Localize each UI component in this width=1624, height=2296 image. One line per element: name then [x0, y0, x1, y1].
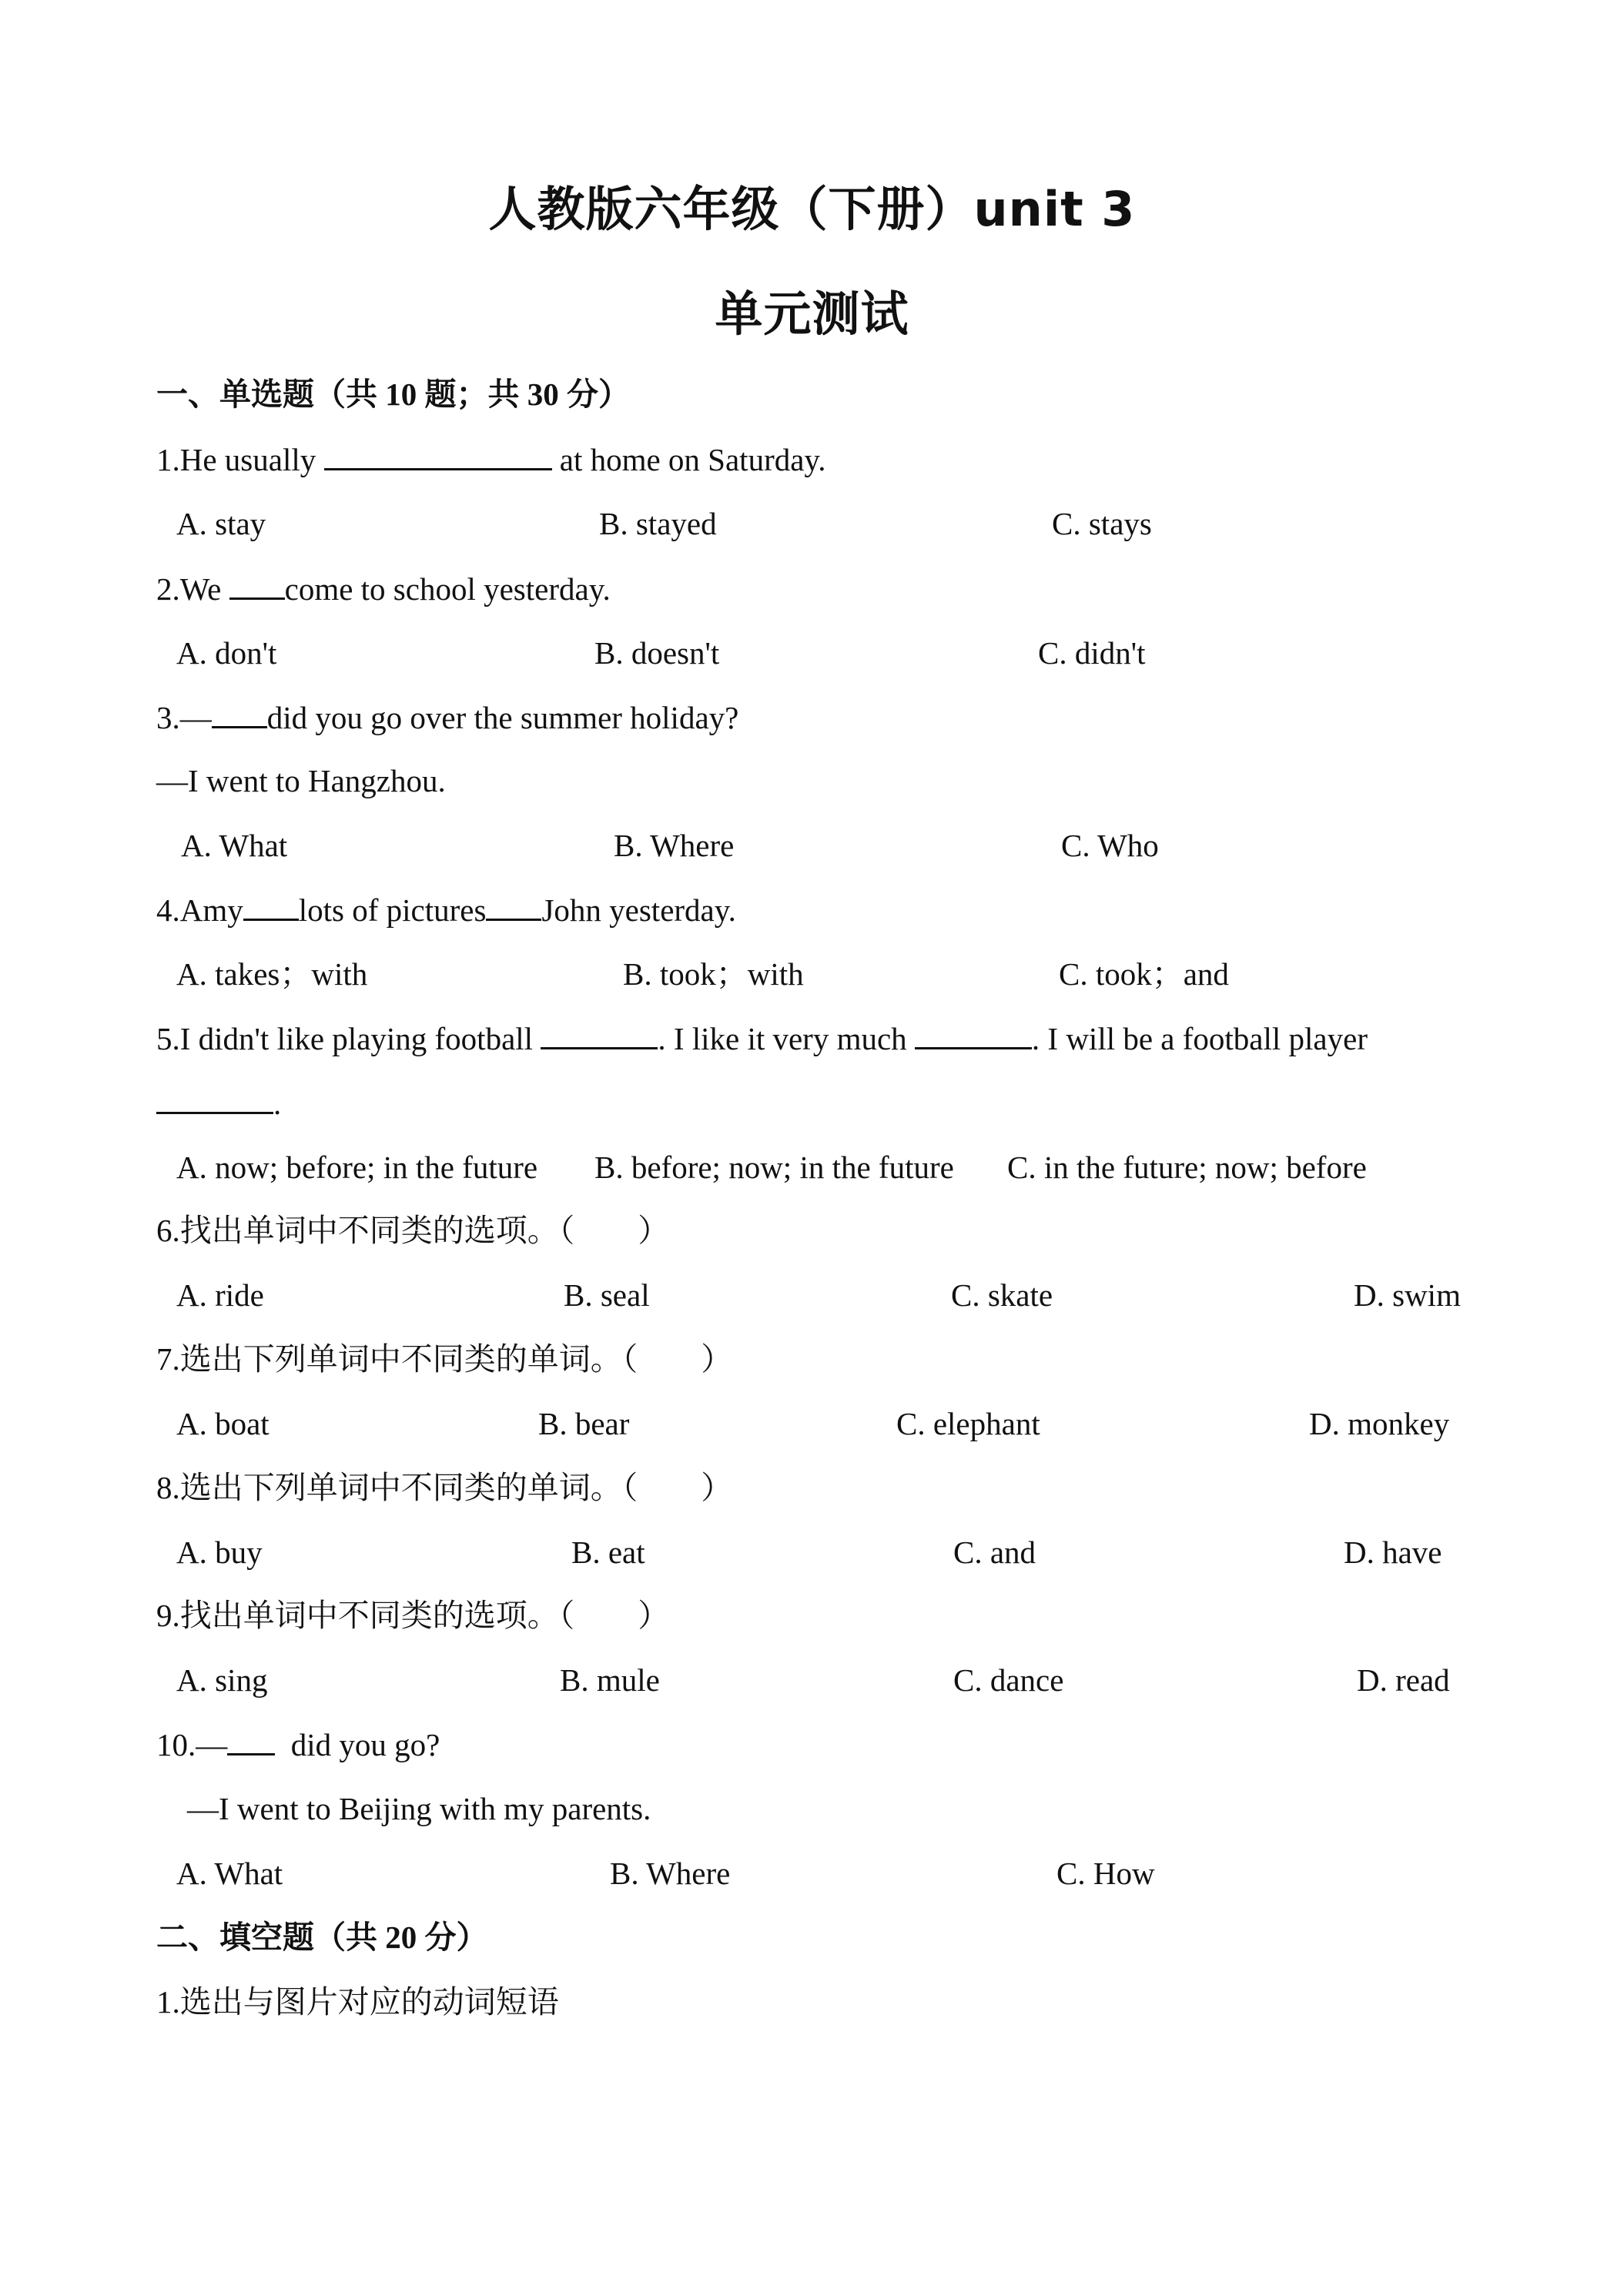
- q1-text-b: at home on Saturday.: [551, 442, 826, 477]
- q6-option-b[interactable]: B. seal: [564, 1277, 650, 1313]
- q5-text-c: . I will be a football player: [1031, 1021, 1368, 1056]
- q1-text-a: 1.He usually: [156, 442, 324, 477]
- q9-option-c[interactable]: C. dance: [953, 1662, 1064, 1698]
- question-2-options: [0, 635, 1624, 676]
- section-heading-1: 一、单选题（共 10 题；共 30 分）: [156, 377, 630, 412]
- q10-blank: [227, 1729, 275, 1755]
- question-2-stem: [156, 573, 611, 605]
- q8-option-d[interactable]: D. have: [1344, 1535, 1442, 1570]
- q4-option-c[interactable]: C. took；and: [1059, 956, 1229, 992]
- q7-option-a[interactable]: A. boat: [176, 1406, 270, 1441]
- q5-blank-2: [915, 1022, 1032, 1049]
- q9-option-b[interactable]: B. mule: [560, 1662, 660, 1698]
- q5-blank-1: [541, 1022, 658, 1049]
- question-5-stem-continued: [156, 1087, 281, 1120]
- q1-option-a[interactable]: A. stay: [176, 506, 266, 541]
- q8-option-a[interactable]: A. buy: [176, 1535, 263, 1570]
- question-10-reply: —I went to Beijing with my parents.: [187, 1791, 651, 1826]
- q5-blank-3: [156, 1087, 273, 1114]
- q5-text-b: . I like it very much: [658, 1021, 915, 1056]
- question-6-options: [0, 1277, 1624, 1318]
- q7-option-b[interactable]: B. bear: [538, 1406, 630, 1441]
- q4-option-a[interactable]: A. takes；with: [176, 956, 368, 992]
- q1-blank: [324, 443, 552, 470]
- q4-blank-2: [486, 894, 541, 921]
- q4-text-a: 4.Amy: [156, 892, 243, 928]
- page-title: 人教版六年级（下册）unit 3: [488, 181, 1136, 237]
- q6-option-d[interactable]: D. swim: [1354, 1277, 1461, 1313]
- q4-text-b: lots of pictures: [298, 892, 487, 928]
- q2-option-a[interactable]: A. don't: [176, 635, 277, 671]
- question-9-options: [0, 1662, 1624, 1703]
- q9-option-d[interactable]: D. read: [1357, 1662, 1450, 1698]
- q3-option-c[interactable]: C. Who: [1061, 828, 1159, 863]
- q10-option-b[interactable]: B. Where: [610, 1856, 731, 1891]
- q9-option-a[interactable]: A. sing: [176, 1662, 268, 1698]
- q7-option-c[interactable]: C. elephant: [896, 1406, 1040, 1441]
- question-4-options: [0, 956, 1624, 997]
- q8-option-b[interactable]: B. eat: [571, 1535, 645, 1570]
- q3-blank: [212, 701, 267, 728]
- question-10-stem: [156, 1729, 440, 1761]
- page-subtitle: 单元测试: [715, 286, 909, 342]
- q2-option-b[interactable]: B. doesn't: [594, 635, 720, 671]
- question-8-options: [0, 1537, 1624, 1575]
- q8-option-c[interactable]: C. and: [953, 1535, 1036, 1570]
- question-3-reply: —I went to Hangzhou.: [156, 763, 446, 798]
- question-5-options: [0, 1152, 1624, 1190]
- q7-option-d[interactable]: D. monkey: [1309, 1406, 1450, 1441]
- question-3-options: [0, 830, 1624, 869]
- q10-text-b: did you go?: [275, 1727, 440, 1762]
- question-5-stem: [156, 1022, 1368, 1055]
- q6-option-c[interactable]: C. skate: [951, 1277, 1053, 1313]
- q10-option-a[interactable]: A. What: [176, 1856, 283, 1891]
- question-7-options: [0, 1408, 1624, 1447]
- q2-option-c[interactable]: C. didn't: [1038, 635, 1146, 671]
- question-9-stem: 9.找出单词中不同类的选项。（ ）: [156, 1598, 670, 1633]
- section-2-question-1: 1.选出与图片对应的动词短语: [156, 1984, 559, 2020]
- q5-option-b[interactable]: B. before; now; in the future: [594, 1150, 954, 1185]
- q10-option-c[interactable]: C. How: [1056, 1856, 1155, 1891]
- q3-option-b[interactable]: B. Where: [614, 828, 735, 863]
- q5-text-a: 5.I didn't like playing football: [156, 1021, 541, 1056]
- q6-option-a[interactable]: A. ride: [176, 1277, 264, 1313]
- q4-text-c: John yesterday.: [541, 892, 736, 928]
- question-10-options: [0, 1858, 1624, 1896]
- question-3-stem: [156, 701, 738, 734]
- question-4-stem: [156, 894, 736, 926]
- q4-option-b[interactable]: B. took；with: [623, 956, 804, 992]
- q5-option-c[interactable]: C. in the future; now; before: [1007, 1150, 1367, 1185]
- question-1-options: [0, 508, 1624, 547]
- q3-text-b: did you go over the summer holiday?: [266, 700, 739, 735]
- q3-text-a: 3.—: [156, 700, 212, 735]
- question-7-stem: 7.选出下列单词中不同类的单词。（ ）: [156, 1341, 733, 1377]
- question-1-stem: [156, 443, 826, 476]
- q5-text-d: .: [273, 1086, 282, 1121]
- section-heading-2: 二、填空题（共 20 分）: [156, 1919, 488, 1955]
- q10-text-a: 10.—: [156, 1727, 228, 1762]
- q2-text-a: 2.We: [156, 571, 229, 607]
- q1-option-c[interactable]: C. stays: [1052, 506, 1152, 541]
- q2-blank: [229, 573, 285, 600]
- q5-option-a[interactable]: A. now; before; in the future: [176, 1150, 538, 1185]
- q1-option-b[interactable]: B. stayed: [599, 506, 717, 541]
- q3-option-a[interactable]: A. What: [181, 828, 288, 863]
- question-8-stem: 8.选出下列单词中不同类的单词。（ ）: [156, 1470, 733, 1505]
- q4-blank-1: [243, 894, 299, 921]
- question-6-stem: 6.找出单词中不同类的选项。（ ）: [156, 1213, 670, 1248]
- q2-text-b: come to school yesterday.: [284, 571, 611, 607]
